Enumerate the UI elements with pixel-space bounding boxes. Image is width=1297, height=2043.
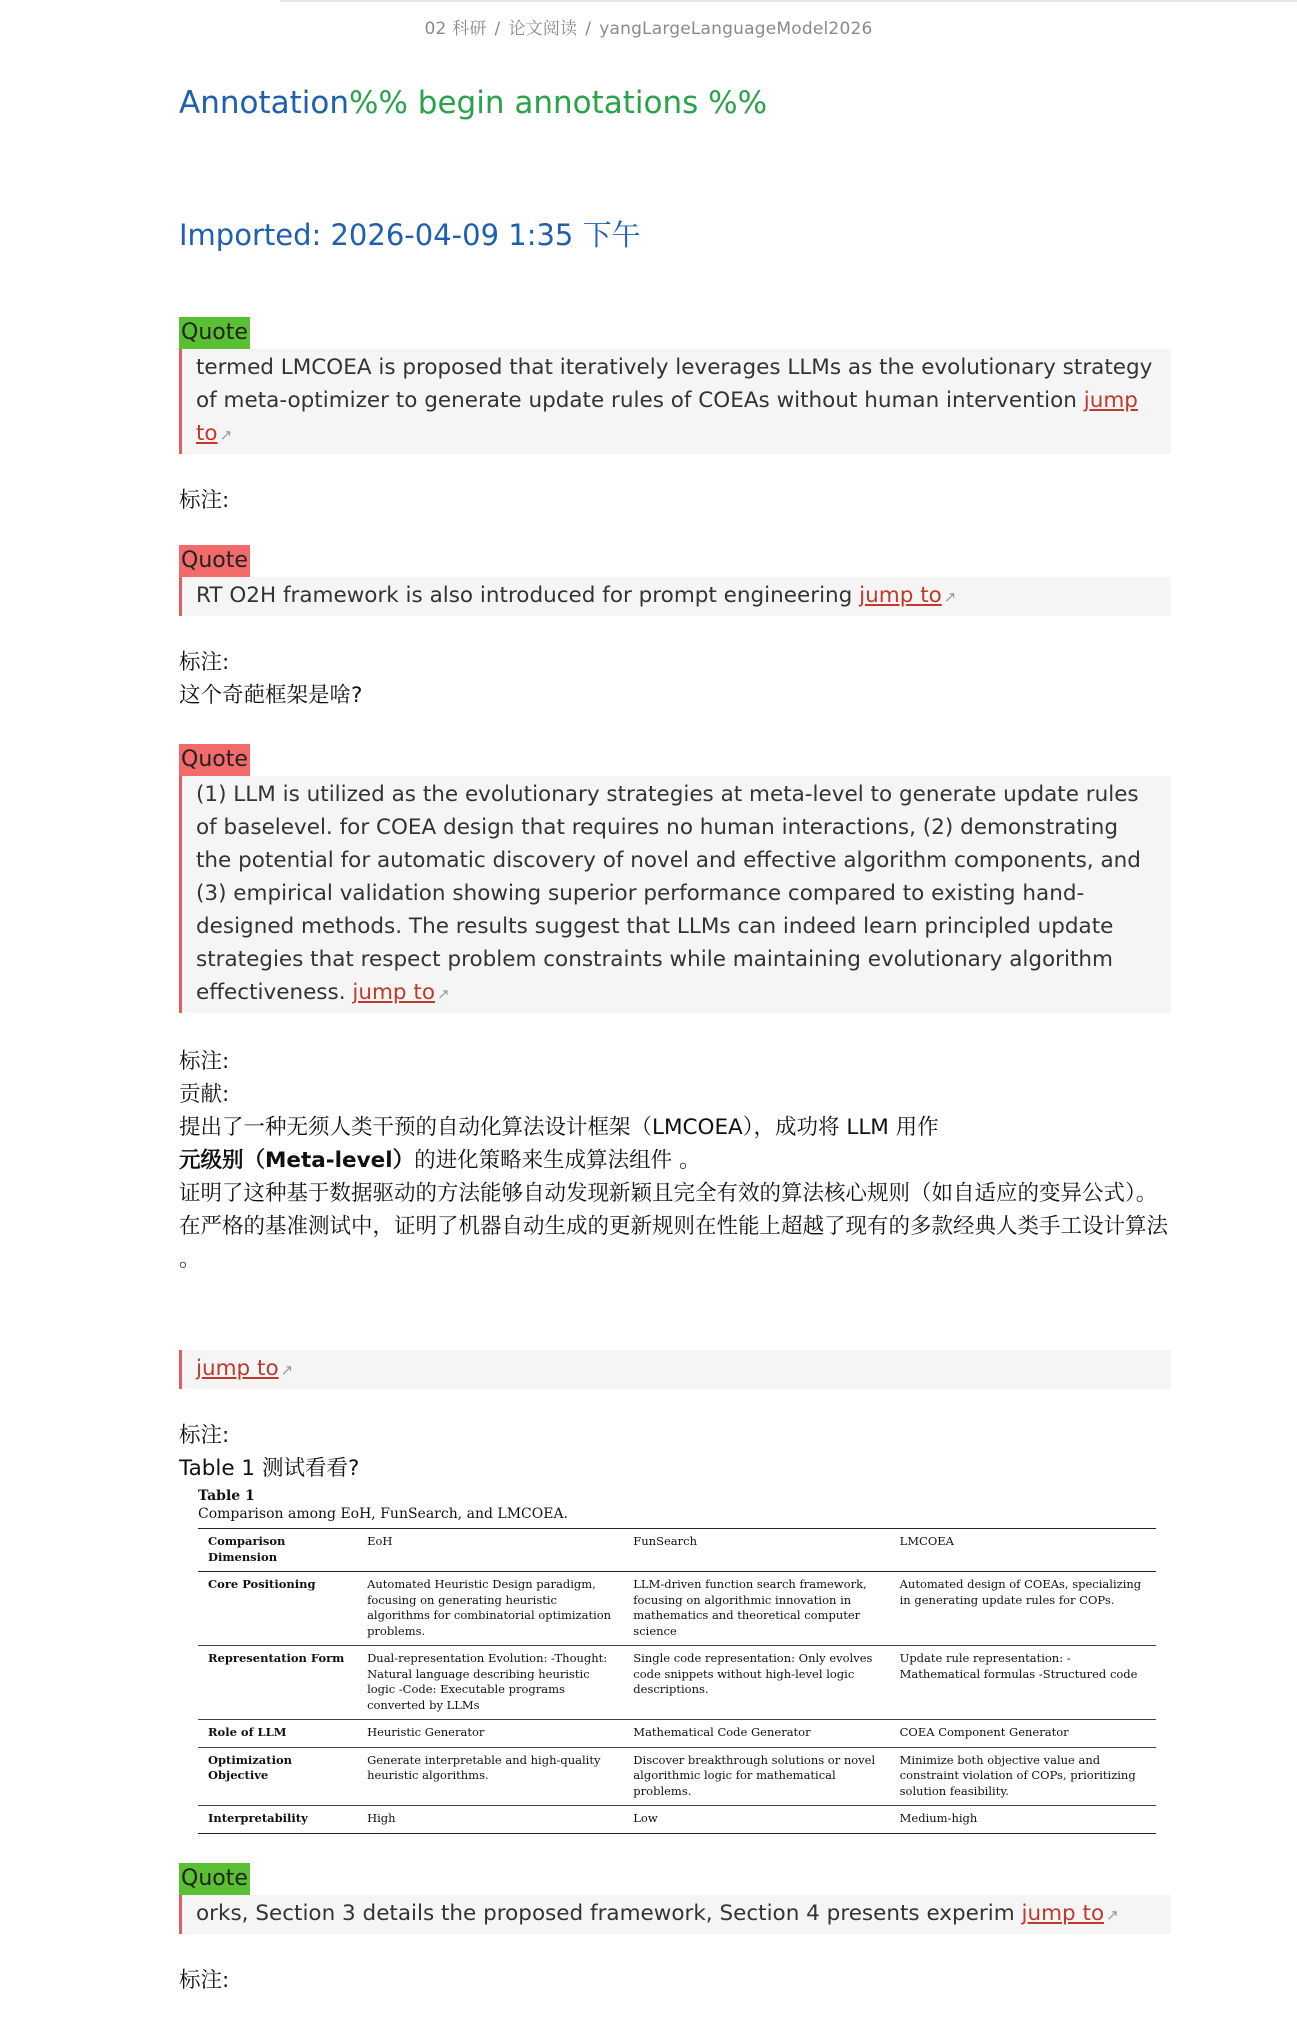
note-text: 证明了这种基于数据驱动的方法能够自动发现新颖且完全有效的算法核心规则（如自适应的变异公式）。	[179, 1181, 1158, 1206]
comparison-table	[198, 1528, 1156, 1834]
external-link-icon: ↗	[219, 426, 233, 444]
table-row	[198, 1806, 1156, 1834]
table-header-cell: LMCOEA	[890, 1529, 1156, 1572]
table-cell: Single code representation: Only evolves code snippets without high-level logic descriptions.	[623, 1646, 889, 1720]
table-header-row	[198, 1529, 1156, 1572]
quote-text: RT O2H framework is also introduced for prompt engineering	[196, 583, 853, 608]
note-label: 标注:	[179, 488, 230, 513]
external-link-icon: ↗	[437, 985, 450, 1003]
breadcrumb	[0, 14, 1297, 39]
breadcrumb-item-note[interactable]: yangLargeLanguageModel2026	[599, 19, 873, 39]
quote-label: Quote	[179, 317, 250, 349]
table-header-cell: Comparison Dimension	[198, 1529, 357, 1572]
jump-to-link[interactable]: jump to	[859, 583, 942, 608]
top-divider	[280, 0, 1297, 2]
quote-callout	[179, 776, 1171, 1013]
quote-callout	[179, 1895, 1171, 1934]
table-image	[179, 1488, 1169, 1825]
table-cell: High	[357, 1806, 623, 1834]
quote-text: termed LMCOEA is proposed that iteratively leverages LLMs as the evolutionary strategy of meta-optimizer to generate update rules of COEAs without human intervention	[196, 355, 1153, 413]
note-contrib-label: 贡献:	[179, 1082, 230, 1107]
annotation-block	[179, 1863, 1171, 1997]
table-cell: Optimization Objective	[198, 1747, 357, 1806]
note-text	[179, 1111, 1171, 1177]
jump-to-link[interactable]: jump to	[1021, 1901, 1105, 1926]
table-header-cell: EoH	[357, 1529, 623, 1572]
table-cell: Discover breakthrough solutions or novel algorithmic logic for mathematical problems.	[623, 1747, 889, 1806]
note-text-part: 的进化策略来生成算法组件 。	[414, 1148, 701, 1173]
external-link-icon: ↗	[943, 588, 957, 606]
table-cell: Mathematical Code Generator	[623, 1720, 889, 1748]
table-cell: Heuristic Generator	[357, 1720, 623, 1748]
note-text-bold: 元级别（Meta-level）	[179, 1148, 415, 1173]
table-cell: Core Positioning	[198, 1572, 357, 1646]
annotations-marker: %% begin annotations %%	[349, 85, 768, 121]
quote-callout	[179, 577, 1171, 616]
table-cell: Interpretability	[198, 1806, 357, 1834]
annotation-block	[179, 1350, 1171, 1485]
annotation-heading	[179, 85, 767, 121]
imported-heading: Imported: 2026-04-09 1:35 下午	[179, 218, 641, 252]
table-cell: Update rule representation: -Mathematical formulas -Structured code	[890, 1646, 1156, 1720]
quote-callout	[179, 1350, 1171, 1389]
annotation-block	[179, 317, 1171, 517]
table-cell: LLM-driven function search framework, focusing on algorithmic innovation in mathematics and theoretical computer science	[623, 1572, 889, 1646]
quote-callout	[179, 349, 1171, 454]
table-cell: Minimize both objective value and constraint violation of COPs, prioritizing solution feasibility.	[890, 1747, 1156, 1806]
jump-to-link[interactable]: jump to	[196, 1356, 279, 1381]
quote-label: Quote	[179, 545, 250, 577]
note-label: 标注:	[179, 1968, 230, 1993]
note-text: 在严格的基准测试中，证明了机器自动生成的更新规则在性能上超越了现有的多款经典人类手工设计算法 。	[179, 1214, 1169, 1272]
annotation-block	[179, 744, 1171, 1276]
note-label: 标注:	[179, 650, 230, 675]
heading-text: Annotation	[179, 85, 350, 121]
breadcrumb-item-folder[interactable]: 02 科研	[424, 19, 487, 39]
external-link-icon: ↗	[1106, 1906, 1119, 1924]
breadcrumb-item-subfolder[interactable]: 论文阅读	[508, 19, 578, 39]
table-row	[198, 1572, 1156, 1646]
table-cell: Representation Form	[198, 1646, 357, 1720]
table-cell: Role of LLM	[198, 1720, 357, 1748]
note-text: 这个奇葩框架是啥?	[179, 683, 363, 708]
quote-label: Quote	[179, 1863, 250, 1895]
table-cell: Dual-representation Evolution: -Thought: Natural language describing heuristic logic -Code: Executable programs converted by LLMs	[357, 1646, 623, 1720]
table-cell: Low	[623, 1806, 889, 1834]
note-text: Table 1 测试看看?	[179, 1456, 360, 1481]
table-header-cell: FunSearch	[623, 1529, 889, 1572]
note-label: 标注:	[179, 1049, 230, 1074]
quote-text: (1) LLM is utilized as the evolutionary strategies at meta-level to generate update rules of baselevel. for COEA design that requires no human interactions, (2) demonstrating the potential for automatic discovery of novel and effective algorithm components, and (3) empirical validation showing superior performance compared to existing hand-designed methods. The results suggest that LLMs can indeed learn principled update strategies that respect problem constraints while maintaining evolutionary algorithm effectiveness.	[196, 782, 1141, 1005]
external-link-icon: ↗	[280, 1361, 294, 1379]
breadcrumb-separator: /	[585, 19, 592, 39]
quote-label: Quote	[179, 744, 250, 776]
table-cell: Automated Heuristic Design paradigm, focusing on generating heuristic algorithms for combinatorial optimization problems.	[357, 1572, 623, 1646]
jump-to-link[interactable]: jump to	[196, 388, 1138, 446]
table-caption: Comparison among EoH, FunSearch, and LMCOEA.	[198, 1506, 569, 1522]
table-cell: Medium-high	[890, 1806, 1156, 1834]
quote-text: orks, Section 3 details the proposed framework, Section 4 presents experim	[196, 1901, 1015, 1926]
table-row	[198, 1646, 1156, 1720]
note-text-part: 提出了一种无须人类干预的自动化算法设计框架（LMCOEA），成功将 LLM 用作	[179, 1115, 939, 1140]
table-row	[198, 1747, 1156, 1806]
breadcrumb-separator: /	[494, 19, 501, 39]
annotation-block	[179, 545, 1171, 712]
jump-to-link[interactable]: jump to	[352, 980, 435, 1005]
table-cell: COEA Component Generator	[890, 1720, 1156, 1748]
table-cell: Generate interpretable and high-quality heuristic algorithms.	[357, 1747, 623, 1806]
table-title: Table 1	[198, 1488, 255, 1504]
table-cell: Automated design of COEAs, specializing in generating update rules for COPs.	[890, 1572, 1156, 1646]
table-row	[198, 1720, 1156, 1748]
note-label: 标注:	[179, 1423, 230, 1448]
